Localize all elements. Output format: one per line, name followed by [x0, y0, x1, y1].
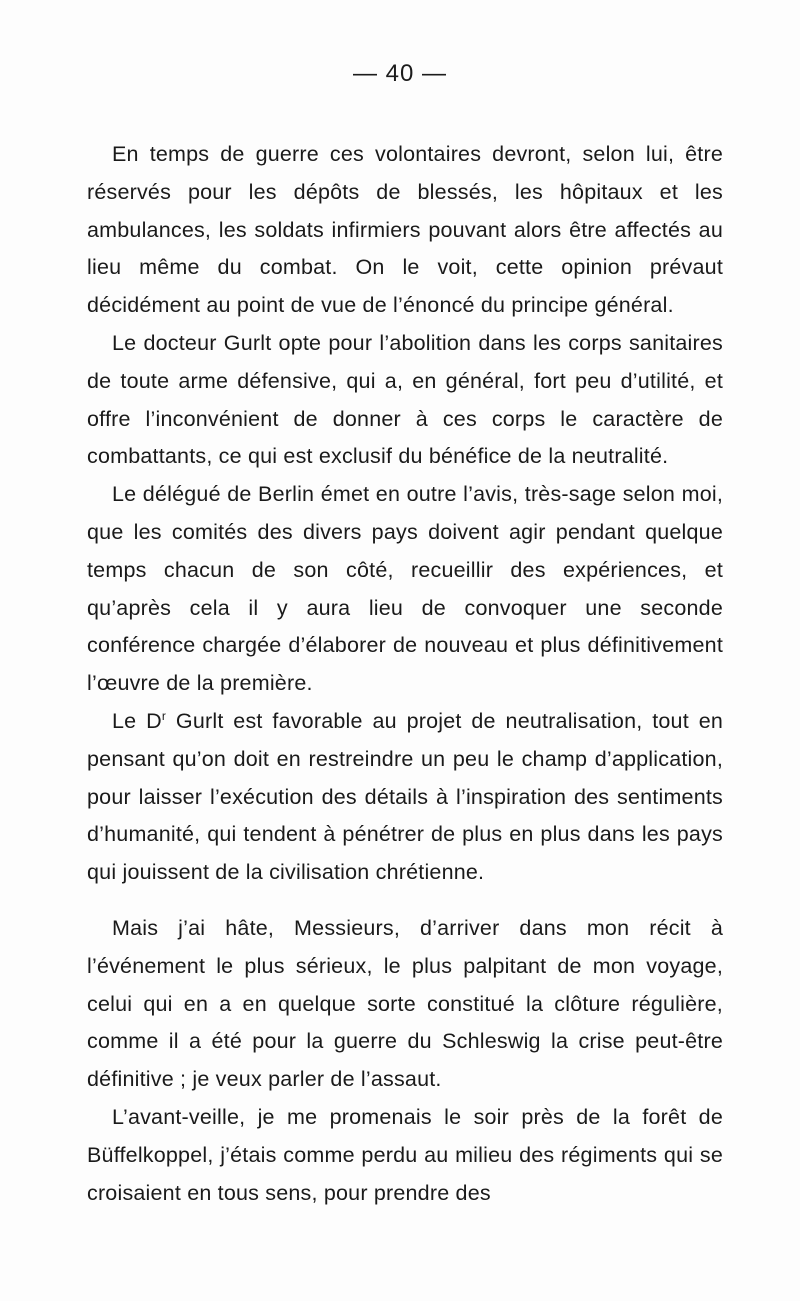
paragraph-1: En temps de guerre ces volontaires devront, selon lui, être réservés pour les dépôts de blessés, les hôpitaux et les ambulances, les soldats infirmiers pouvant alors être affectés au lieu même du combat. On le voit, cette opinion prévaut décidément au point de vue de l’énoncé du principe général.: [87, 142, 723, 318]
body-text: [87, 136, 723, 1212]
paragraph-2: Le docteur Gurlt opte pour l’abolition dans les corps sanitaires de toute arme défensive, qui a, en général, fort peu d’utilité, et offre l’inconvénient de donner à ces corps le caractère de combattants, ce qui est exclusif du bénéfice de la neutralité.: [87, 330, 723, 469]
paragraph-4-prefix: Le D: [112, 708, 162, 733]
paragraph-6: L’avant-veille, je me promenais le soir près de la forêt de Büffelkoppel, j’étais comme perdu au milieu des régiments qui se croisaient en tous sens, pour prendre des: [87, 1104, 723, 1205]
paragraph-5: Mais j’ai hâte, Messieurs, d’arriver dans mon récit à l’événement le plus sérieux, le plus palpitant de mon voyage, celui qui en a en quelque sorte constitué la clôture régulière, comme il a été pour la guerre du Schleswig la crise peut-être définitive ; je veux parler de l’assaut.: [87, 915, 723, 1092]
paragraph-gap: [87, 892, 723, 910]
page-number: — 40 —: [352, 60, 448, 87]
paragraph-4-text: Gurlt est favorable au projet de neutralisation, tout en pensant qu’on doit en restreindre un peu le champ d’application, pour laisser l’exécution des détails à l’inspiration des sentiments d’humanité, qui tendent à pénétrer de plus en plus dans les pays qui jouissent de la civilisation chrétienne.: [87, 708, 724, 885]
paragraph-4: [87, 703, 723, 892]
paragraph-3: Le délégué de Berlin émet en outre l’avis, très-sage selon moi, que les comités des divers pays doivent agir pendant quelque temps chacun de son côté, recueillir des expériences, et qu’après cela il y aura lieu de convoquer une seconde conférence chargée d’élaborer de nouveau et plus définitivement l’œuvre de la première.: [87, 482, 723, 696]
doctor-abbreviation-superscript: r: [161, 708, 167, 723]
